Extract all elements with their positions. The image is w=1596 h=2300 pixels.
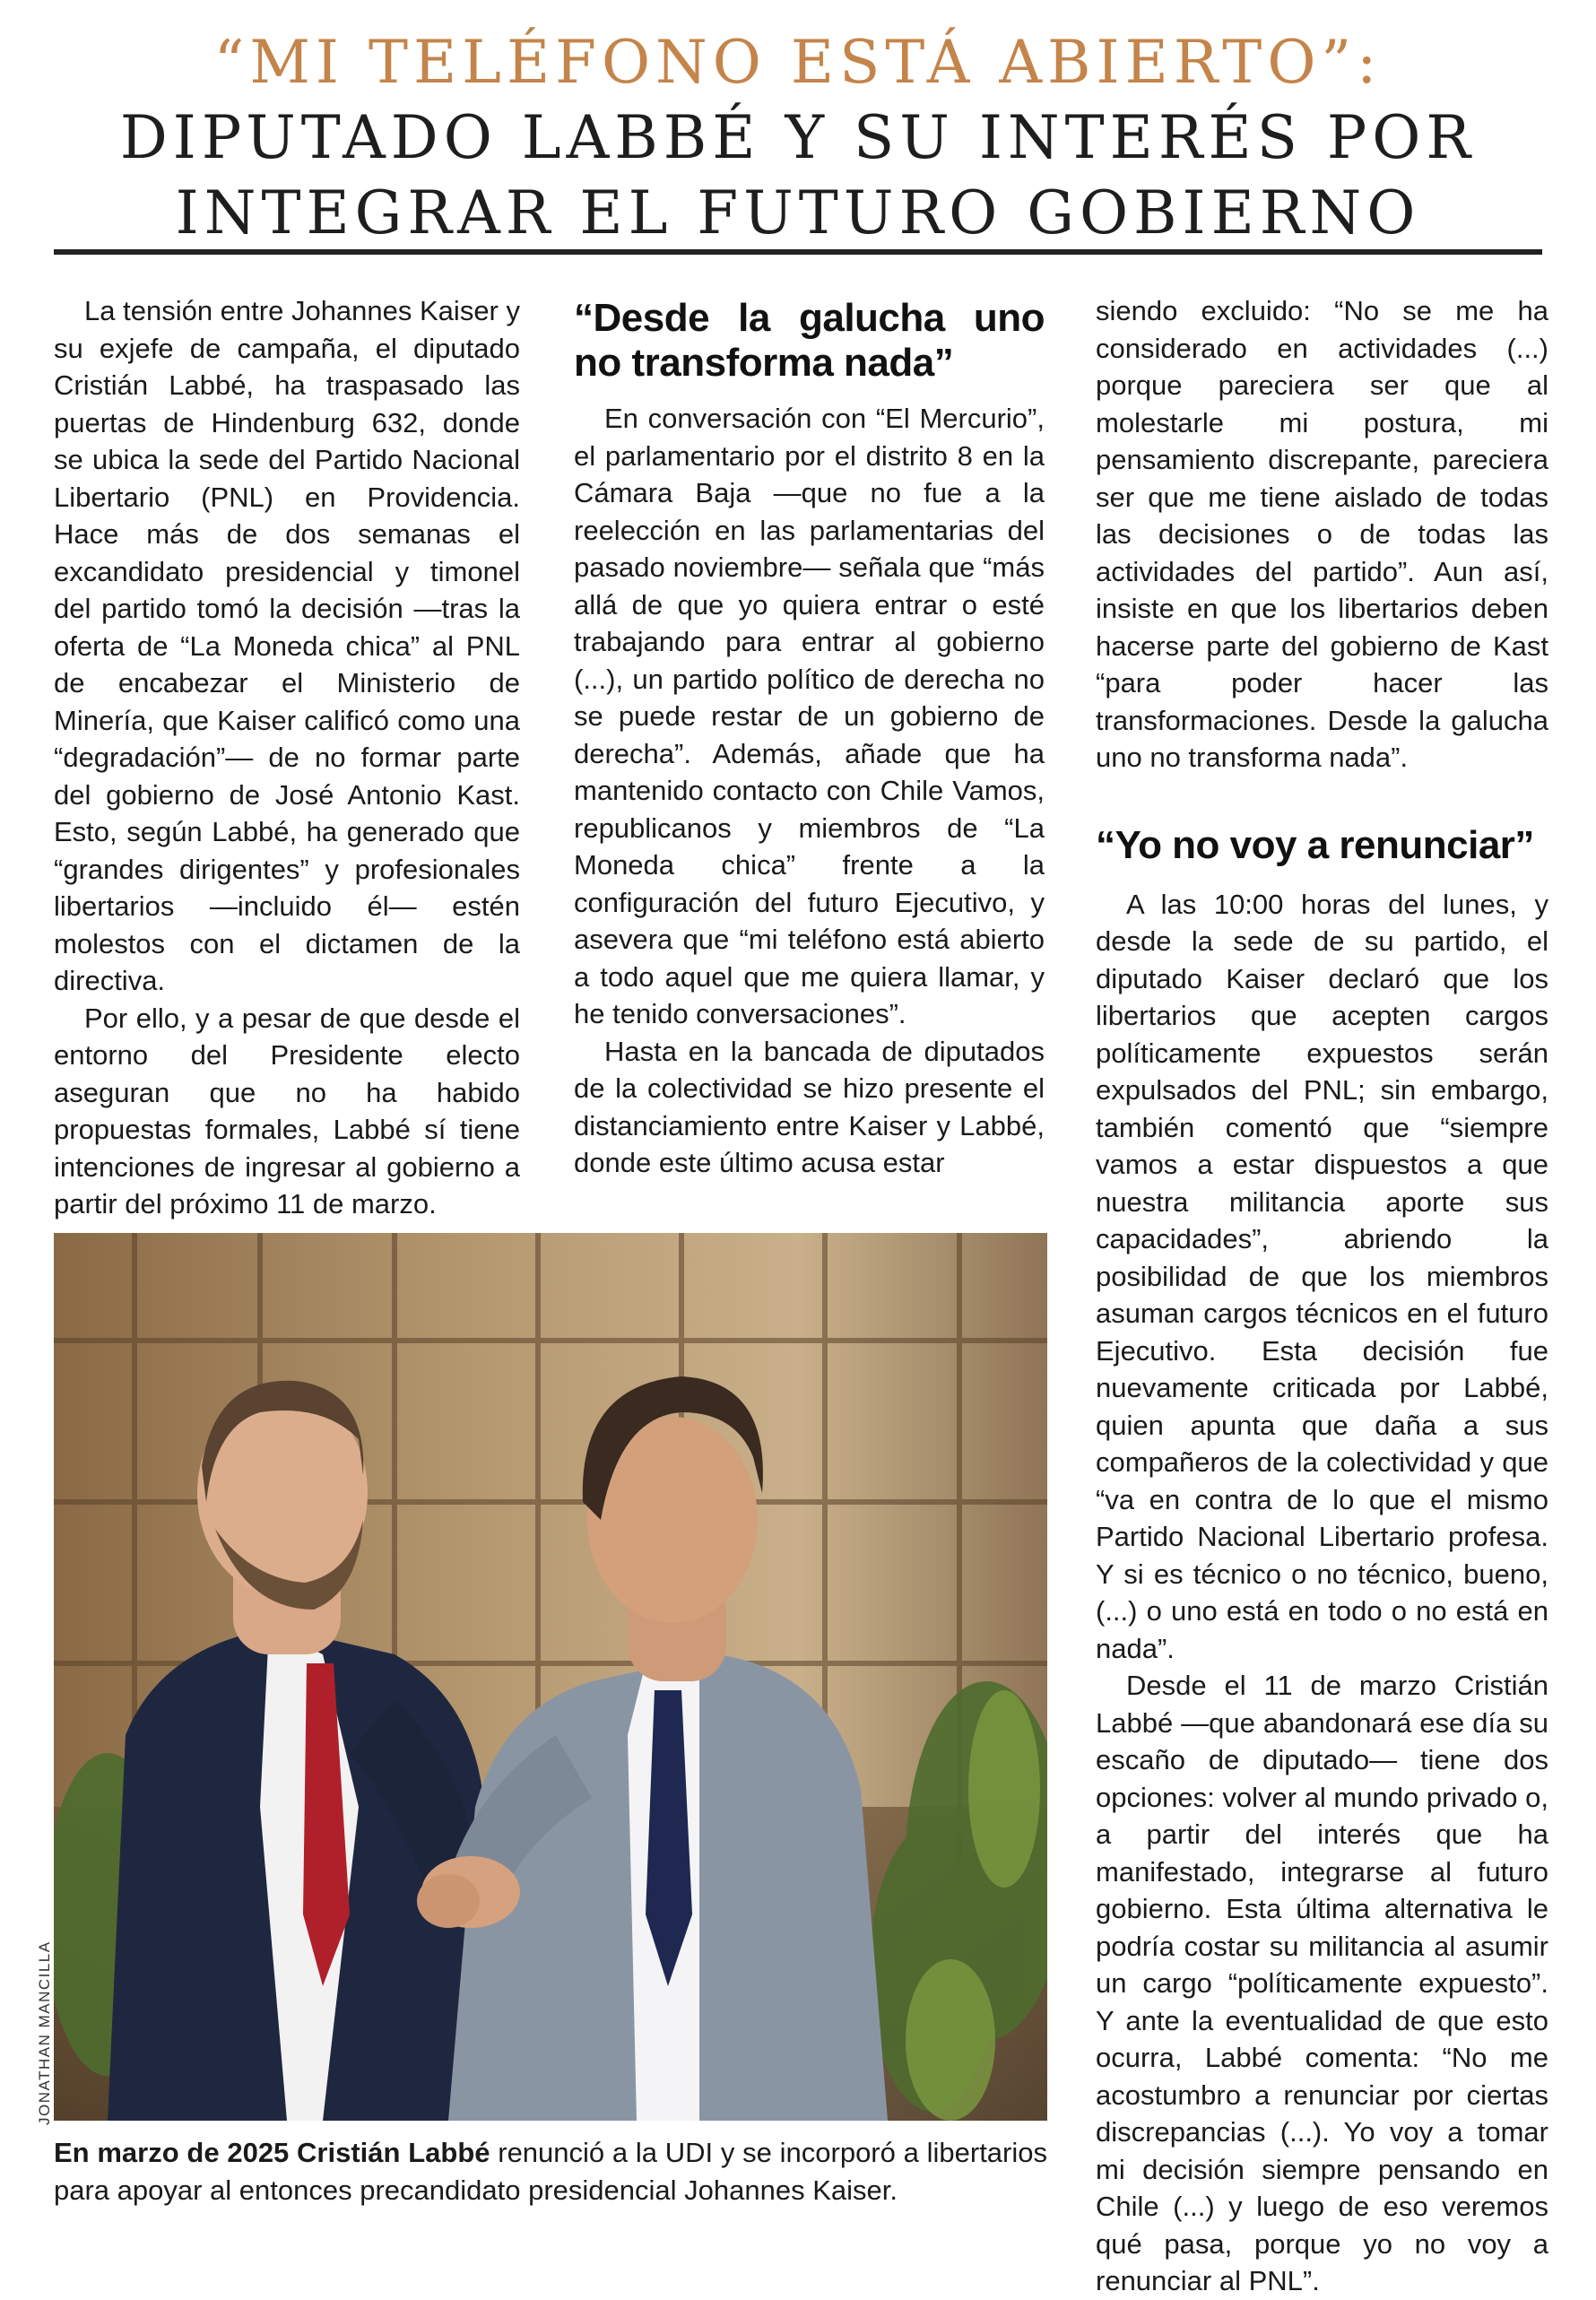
photo-caption bbox=[54, 2134, 1047, 2209]
article-column-1 bbox=[54, 292, 520, 1223]
headline-line-2: DIPUTADO LABBÉ Y SU INTERÉS POR bbox=[119, 103, 1477, 172]
headline-line-3: INTEGRAR EL FUTURO GOBIERNO bbox=[175, 178, 1421, 247]
subheading: “Desde la galucha uno no transforma nada” bbox=[574, 296, 1045, 385]
paragraph: Hasta en la bancada de diputados de la colectividad se hizo presente el distanciamiento entre Kaiser y Labbé, donde este último acusa estar bbox=[574, 1035, 1045, 1178]
photo-credit-text: JONATHAN MANCILLA bbox=[36, 1940, 53, 2125]
paragraph: siendo excluido: “No se me ha considerado en actividades (...) porque pareciera ser que al molestarle mi postura, mi pensamiento discrepante, pareciera ser que me tiene aislado de todas las decisiones o de todas las actividades del partido”. Aun así, insiste en que los libertarios deben hacerse parte del gobierno de Kast “para poder hacer las transformaciones. Desde la galucha uno no transforma nada”. bbox=[1096, 295, 1548, 773]
paragraph: La tensión entre Johannes Kaiser y su exjefe de campaña, el diputado Cristián Labbé, ha traspasado las puertas de Hindenburg 632, donde se ubica la sede del Partido Nacional Libertario (PNL) en Providencia. Hace más de dos semanas el excandidato presidencial y timonel del partido tomó la decisión —tras la oferta de “La Moneda chica” al PNL de encabezar el Ministerio de Minería, que Kaiser calificó como una “degradación”— de no formar parte del gobierno de José Antonio Kast. Esto, según Labbé, ha generado que “grandes dirigentes” y profesionales libertarios —incluido él— estén molestos con el dictamen de la directiva. bbox=[54, 295, 520, 996]
headline-rule bbox=[54, 249, 1542, 255]
paragraph: Desde el 11 de marzo Cristián Labbé —que abandonará ese día su escaño de diputado— tiene dos opciones: volver al mundo privado o, a partir del interés que ha manifestado, integrarse al futuro gobierno. Esta última alternativa le podría costar su militancia al asumir un cargo “políticamente expuesto”. Y ante la eventualidad de que esto ocurra, Labbé comenta: “No me acostumbro a renunciar por ciertas discrepancias (...). Yo voy a tomar mi decisión siempre pensando en Chile (...) y luego de eso veremos qué pasa, porque yo no voy a renunciar al PNL”. bbox=[1096, 1670, 1548, 2296]
paragraph: A las 10:00 horas del lunes, y desde la sede de su partido, el diputado Kaiser declaró que los libertarios que acepten cargos políticamente expuestos serán expulsados del PNL; sin embargo, también comentó que “siempre vamos a estar dispuestos a que nuestra militancia aporte sus capacidades”, abriendo la posibilidad de que los miembros asuman cargos técnicos en el futuro Ejecutivo. Esta decisión fue nuevamente criticada por Labbé, quien apunta que daña a sus compañeros de la colectividad y que “va en contra de lo que el mismo Partido Nacional Libertario profesa. Y si es técnico o no técnico, bueno, (...) o uno está en todo o no está en nada”. bbox=[1096, 888, 1548, 1664]
headline-line-1: “MI TELÉFONO ESTÁ ABIERTO”: bbox=[213, 28, 1383, 97]
paragraph: En conversación con “El Mercurio”, el parlamentario por el distrito 8 en la Cámara Baja —que no fue a la reelección en las parlamentarias del pasado noviembre— señala que “más allá de que yo quiera entrar o esté trabajando para entrar al gobierno (...), un partido político de derecha no se puede restar de un gobierno de derecha”. Además, añade que ha mantenido contacto con Chile Vamos, republicanos y miembros de “La Moneda chica” frente a la configuración del futuro Ejecutivo, y asevera que “mi teléfono está abierto a todo aquel que me quiera llamar, y he tenido conversaciones”. bbox=[574, 403, 1045, 1029]
article-column-2 bbox=[574, 292, 1045, 1182]
handshake-photo-illustration bbox=[54, 1233, 1047, 2121]
caption-bold: En marzo de 2025 Cristián Labbé bbox=[54, 2137, 490, 2168]
article-photo bbox=[54, 1233, 1047, 2121]
headline bbox=[54, 25, 1542, 251]
caption-text: renunció a la UDI y se incorporó a libertarios para apoyar al entonces precandidato presidencial Johannes Kaiser. bbox=[54, 2137, 1047, 2206]
photo-credit bbox=[18, 1919, 53, 2125]
subheading: “Yo no voy a renunciar” bbox=[1096, 822, 1534, 867]
article-column-3 bbox=[1096, 292, 1548, 2300]
paragraph: Por ello, y a pesar de que desde el entorno del Presidente electo aseguran que no ha habido propuestas formales, Labbé sí tiene intenciones de ingresar al gobierno a partir del próximo 11 de marzo. bbox=[54, 1002, 520, 1219]
